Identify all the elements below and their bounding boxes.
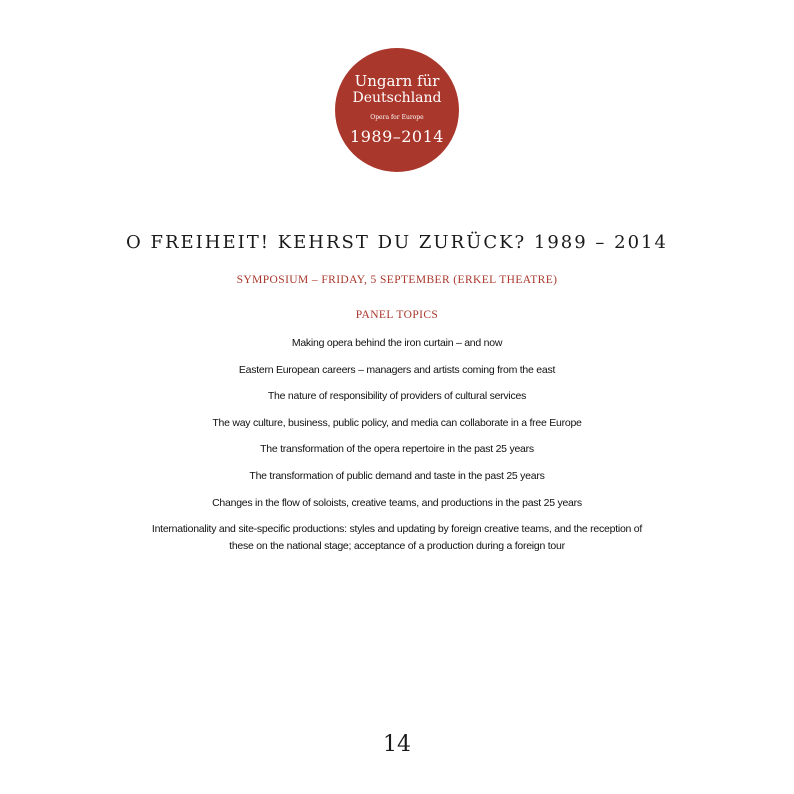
topic-item: Eastern European careers – managers and artists coming from the east [238, 363, 556, 376]
topic-item: Changes in the flow of soloists, creative teams, and productions in the past 25 years [212, 496, 582, 509]
page-number: 14 [383, 732, 411, 757]
page-title: O FREIHEIT! KEHRST DU ZURÜCK? 1989 – 2014 [126, 232, 668, 253]
topic-item: The transformation of the opera repertoire in the past 25 years [260, 443, 534, 456]
topic-item: The way culture, business, public policy, and media can collaborate in a free Europe [212, 416, 582, 429]
topic-item: The nature of responsibility of providers of cultural services [267, 390, 527, 403]
panel-topics-heading: PANEL TOPICS [355, 309, 439, 321]
topic-item: Internationality and site-specific productions: styles and updating by foreign creative teams, and the reception of these on the national stage; acceptance of a production during a foreign tour [151, 523, 643, 553]
topic-item: The transformation of public demand and taste in the past 25 years [249, 469, 545, 482]
logo-years: 1989–2014 [350, 127, 444, 146]
festival-logo [335, 48, 459, 172]
topic-item: Making opera behind the iron curtain – and now [291, 337, 503, 349]
panel-topics-list [140, 335, 654, 565]
logo-tagline: Opera for Europe [370, 114, 424, 121]
logo-line-2: Deutschland [352, 90, 442, 106]
symposium-subtitle: SYMPOSIUM – FRIDAY, 5 SEPTEMBER (ERKEL THEATRE) [236, 274, 558, 286]
logo-line-1: Ungarn für [354, 72, 440, 90]
